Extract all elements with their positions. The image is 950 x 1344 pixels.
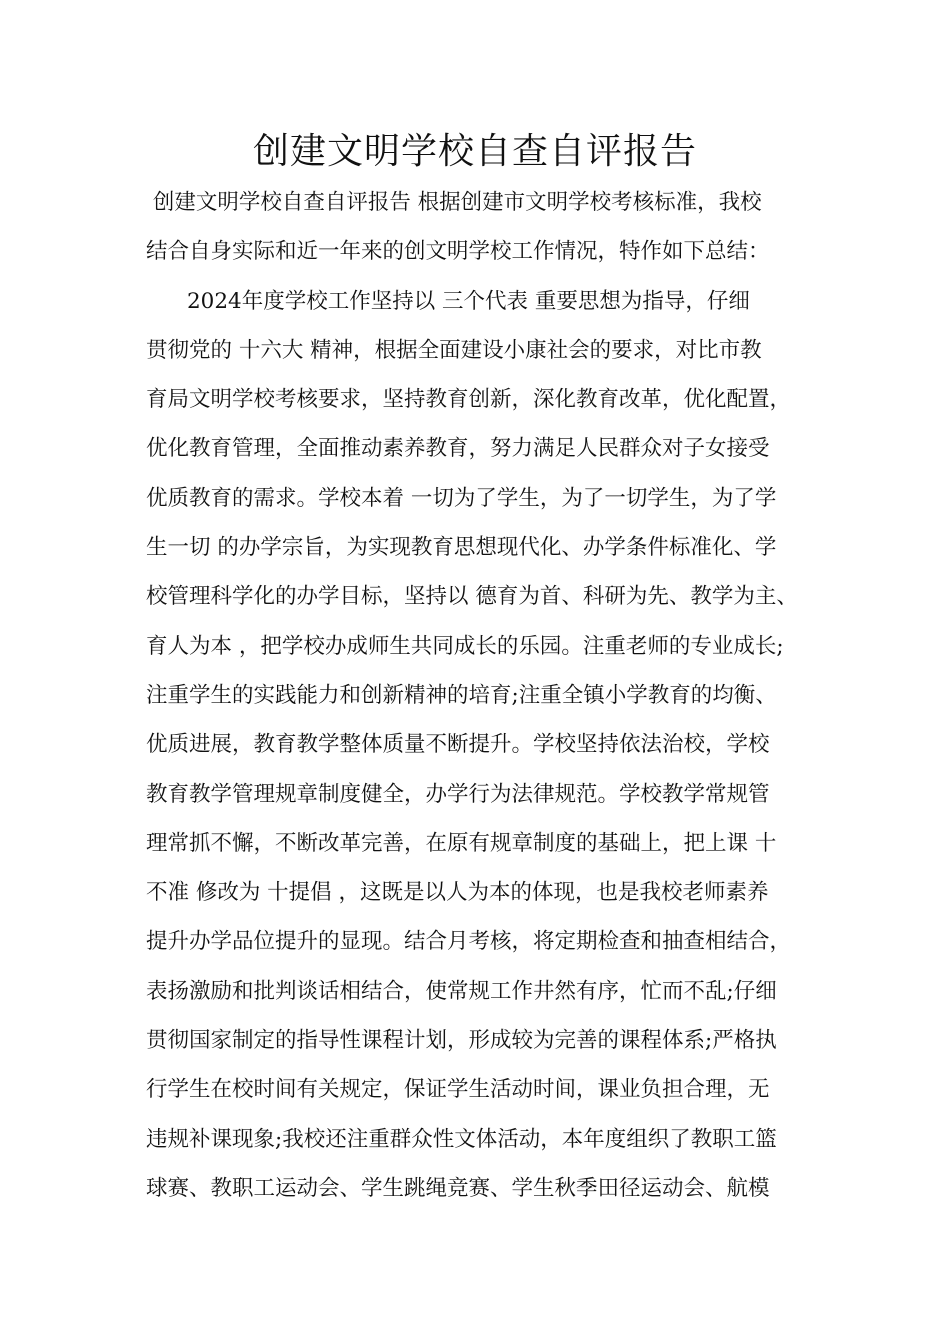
body-line: 不准 修改为 十提倡 ，这既是以人为本的体现，也是我校老师素养	[146, 880, 769, 906]
body-line: 校管理科学化的办学目标，坚持以 德育为首、科研为先、教学为主、	[146, 584, 798, 610]
body-line: 表扬激励和批判谈话相结合，使常规工作井然有序，忙而不乱;仔细	[146, 978, 777, 1004]
body-line: 教育教学管理规章制度健全，办学行为法律规范。学校教学常规管	[146, 781, 770, 807]
body-line: 优质进展，教育教学整体质量不断提升。学校坚持依法治校，学校	[146, 732, 770, 758]
body-line: 行学生在校时间有关规定，保证学生活动时间，课业负担合理，无	[146, 1077, 770, 1103]
body-line: 创建文明学校自查自评报告 根据创建市文明学校考核标准，我校	[146, 190, 762, 215]
body-line: 贯彻党的 十六大 精神，根据全面建设小康社会的要求，对比市教	[146, 337, 762, 363]
body-line: 生一切 的办学宗旨，为实现教育思想现代化、办学条件标准化、学	[146, 535, 777, 561]
body-line: 结合自身实际和近一年来的创文明学校工作情况，特作如下总结：	[146, 239, 770, 265]
body-line: 违规补课现象;我校还注重群众性文体活动，本年度组织了教职工篮	[146, 1126, 777, 1152]
body-line: 球赛、教职工运动会、学生跳绳竞赛、学生秋季田径运动会、航模	[146, 1175, 770, 1201]
body-line: 2024年度学校工作坚持以 三个代表 重要思想为指导，仔细	[146, 288, 750, 314]
body-line: 理常抓不懈，不断改革完善，在原有规章制度的基础上，把上课 十	[146, 830, 777, 856]
body-line: 贯彻国家制定的指导性课程计划，形成较为完善的课程体系;严格执	[146, 1028, 777, 1054]
document-title: 创建文明学校自查自评报告	[252, 131, 697, 172]
document-body	[146, 178, 826, 1213]
body-line: 优化教育管理，全面推动素养教育，努力满足人民群众对子女接受	[146, 436, 770, 462]
body-line: 注重学生的实践能力和创新精神的培育;注重全镇小学教育的均衡、	[146, 682, 777, 708]
body-line: 育局文明学校考核要求，坚持教育创新，深化教育改革，优化配置，	[146, 387, 792, 413]
body-line: 育人为本 ，把学校办成师生共同成长的乐园。注重老师的专业成长;	[146, 633, 784, 659]
body-line: 优质教育的需求。学校本着 一切为了学生，为了一切学生，为了学	[146, 485, 777, 511]
body-line: 提升办学品位提升的显现。结合月考核，将定期检查和抽查相结合，	[146, 929, 792, 955]
